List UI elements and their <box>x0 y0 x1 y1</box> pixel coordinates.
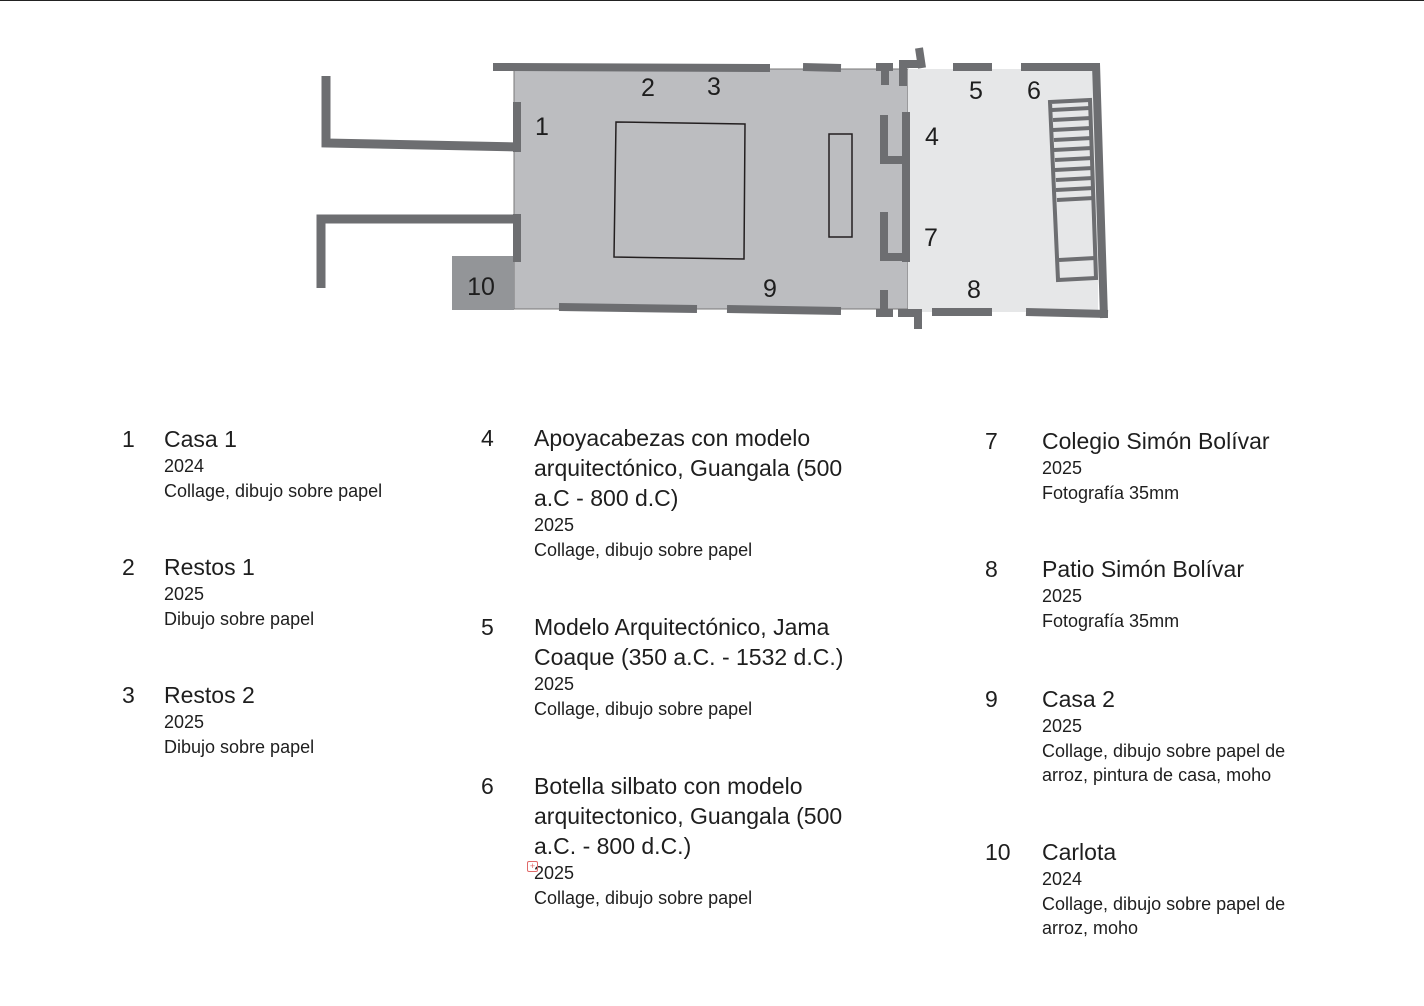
work-title: Apoyacabezas con modelo arquitectónico, Guangala (500 a.C - 800 d.C) <box>534 425 843 511</box>
work-number: 3 <box>122 682 135 708</box>
text-overflow-marker: + <box>527 861 538 872</box>
work-year: 2024 <box>1042 869 1083 889</box>
work-title: Casa 2 <box>1042 686 1115 712</box>
work-number: 7 <box>985 428 998 454</box>
work-title: Casa 1 <box>164 426 237 452</box>
plan-number-8: 8 <box>967 276 981 304</box>
work-number: 9 <box>985 686 998 712</box>
work-medium: Collage, dibujo sobre papel <box>534 539 753 560</box>
work-year: 2025 <box>534 674 575 694</box>
work-number: 5 <box>481 614 494 640</box>
work-title: Modelo Arquitectónico, Jama Coaque (350 a.C. - 1532 d.C.) <box>534 614 844 670</box>
work-year: + 2025 <box>534 861 864 886</box>
work-year: 2024 <box>164 456 205 476</box>
plan-number-2: 2 <box>641 74 655 102</box>
work-title: Botella silbato con modelo arquitectonico, Guangala (500 a.C. - 800 d.C.) <box>534 773 843 859</box>
work-number: 2 <box>122 554 135 580</box>
work-number: 1 <box>122 426 135 452</box>
work-medium: Collage, dibujo sobre papel de arroz, pintura de casa, moho <box>1042 740 1286 785</box>
work-number: 6 <box>481 773 494 799</box>
plan-number-1: 1 <box>535 113 549 141</box>
plan-number-7: 7 <box>924 224 938 252</box>
plan-number-5: 5 <box>969 77 983 105</box>
work-medium: Collage, dibujo sobre papel <box>164 480 383 501</box>
plan-number-9: 9 <box>763 275 777 303</box>
work-title: Patio Simón Bolívar <box>1042 556 1244 582</box>
work-medium: Collage, dibujo sobre papel <box>534 887 753 908</box>
work-medium: Dibujo sobre papel <box>164 736 315 757</box>
work-year: 2025 <box>164 712 205 732</box>
work-year: 2025 <box>164 584 205 604</box>
work-title: Restos 2 <box>164 682 255 708</box>
work-number: 4 <box>481 425 494 451</box>
work-medium: Collage, dibujo sobre papel de arroz, moho <box>1042 893 1286 938</box>
plan-number-10: 10 <box>467 273 495 301</box>
plan-number-6: 6 <box>1027 77 1041 105</box>
work-medium: Fotografía 35mm <box>1042 610 1180 631</box>
work-medium: Dibujo sobre papel <box>164 608 315 629</box>
work-year: 2025 <box>1042 458 1083 478</box>
floor-plan <box>0 0 1424 360</box>
work-year: 2025 <box>1042 586 1083 606</box>
work-title: Carlota <box>1042 839 1117 865</box>
work-year: 2025 <box>534 515 575 535</box>
main-room <box>514 69 908 309</box>
work-medium: Fotografía 35mm <box>1042 482 1180 503</box>
plan-number-3: 3 <box>707 73 721 101</box>
work-medium: Collage, dibujo sobre papel <box>534 698 753 719</box>
work-title: Restos 1 <box>164 554 255 580</box>
work-year: 2025 <box>1042 716 1083 736</box>
plan-number-4: 4 <box>925 123 939 151</box>
work-title: Colegio Simón Bolívar <box>1042 428 1270 454</box>
work-number: 8 <box>985 556 998 582</box>
work-number: 10 <box>985 839 1011 865</box>
